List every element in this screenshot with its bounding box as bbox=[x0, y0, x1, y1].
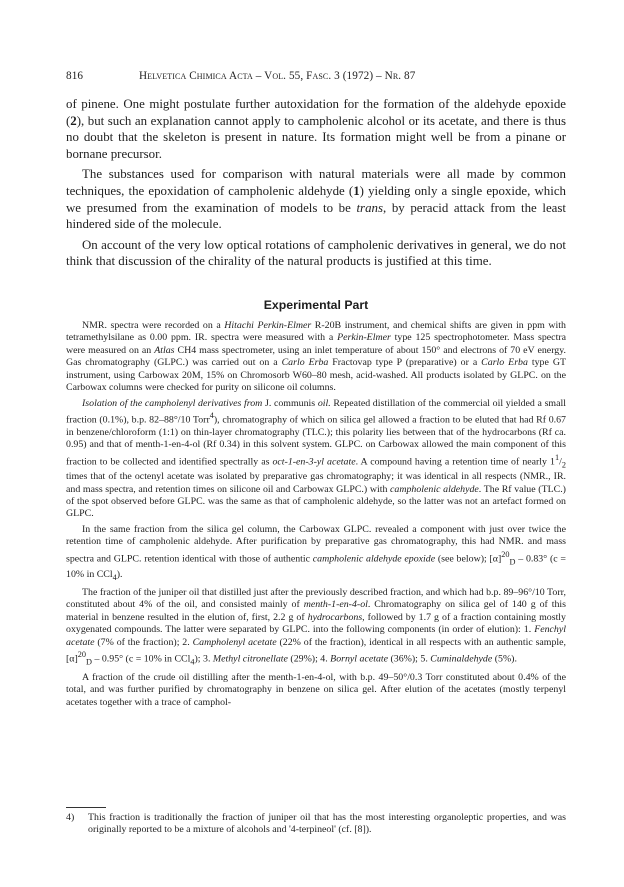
paragraph: A fraction of the crude oil distilling after the menth-1-en-4-ol, with b.p. 49–50°/0.3 Torr constituted about 0.4% of the total, and was further purified by chromatography in benzene on silica gel. After elution of the acetates (mostly terpenyl acetates together with a trace of camphol- bbox=[66, 671, 566, 708]
paragraph: Isolation of the campholenyl derivatives from J. communis oil. Repeated distillation of the commercial oil yielded a small fraction (0.1%), b.p. 82–88°/10 Torr$^4$), chromatography of which on silica gel allowed a fraction to be eluted that had Rf 0.67 in benzene/chloroform (1:1) on thin-layer chromatography (TLC.); this polarity lies between that of the hydrocarbons (Rf ca. 0.95) and that of menth-1-en-4-ol (Rf 0.34) in this solvent system. GLPC. on Carbowax allowed the main component of this fraction to be collected and identified spectrally as oct-1-en-3-yl acetate. A compound having a retention time of nearly $1^1/_2$ times that of the octenyl acetate was isolated by preparative gas chromatography; it was identical in all respects (NMR., IR. and mass spectra, and retention times on silicone oil and Carbowax GLPC.) with campholenic aldehyde. The Rf value (TLC.) of the spot observed before GLPC. was the same as that of campholenic aldehyde, so the latter was not an artefact formed on GLPC. bbox=[66, 397, 566, 520]
experimental-text bbox=[66, 320, 566, 712]
footnote-text: This fraction is traditionally the fraction of juniper oil that has the most interesting organoleptic properties, and was originally reported to be a mixture of alcohols and '4-terpineol' (cf. [8]). bbox=[88, 812, 566, 836]
footnote-divider bbox=[66, 807, 106, 808]
journal-title: Helvetica Chimica Acta – Vol. 55, Fasc. 3 (1972) – Nr. 87 bbox=[139, 70, 416, 82]
paragraph: of pinene. One might postulate further autoxidation for the formation of the aldehyde epoxide (2), but such an explanation cannot apply to campholenic alcohol or its acetate, and there is thus no doubt that the skeleton is present in nature. Its formation might well be from a pinane or bornane precursor. bbox=[66, 97, 566, 161]
footnote-mark: 4) bbox=[66, 812, 75, 823]
footnote bbox=[66, 812, 566, 837]
paragraph: NMR. spectra were recorded on a Hitachi Perkin-Elmer R-20B instrument, and chemical shifts are given in ppm with tetramethylsilane as 0.00 ppm. IR. spectra were measured with a Perkin-Elmer type 125 spectrophotometer. Mass spectra were measured on an Atlas CH4 mass spectrometer, using an inlet temperature of about 150° and electrons of 70 eV energy. Gas chromatography (GLPC.) was carried out on a Carlo Erba Fractovap type P (preparative) or a Carlo Erba type GT instrument, using Carbowax 20M, 15% on Chromosorb W60–80 mesh, acid-washed. All products isolated by GLPC. on the Carbowax columns were checked for purity on silicone oil columns. bbox=[66, 320, 566, 394]
discussion-text bbox=[66, 96, 566, 270]
paragraph: On account of the very low optical rotations of campholenic derivatives in general, we do not think that discussion of the chirality of the natural products is justified at this time. bbox=[66, 237, 566, 269]
paragraph: In the same fraction from the silica gel column, the Carbowax GLPC. revealed a component with just over twice the retention time of campholenic aldehyde. After purification by preparative gas chromatography, this had NMR. and mass spectra and GLPC. retention identical with those of authentic campholenic aldehyde epoxide (see below); $[\alpha]^{20}_D - 0.83^\circ$ (c = 10% in CCl$_4$). bbox=[66, 524, 566, 582]
page-number: 816 bbox=[66, 70, 84, 82]
section-heading: Experimental Part bbox=[263, 298, 369, 312]
paragraph: The fraction of the juniper oil that distilled just after the previously described fraction, and which had b.p. 89–96°/10 Torr, constituted about 4% of the oil, and consisted mainly of menth-1-en-4-ol. Chromatography on silica gel of 140 g of this material in benzene resulted in the elution of, first, 2.2 g of hydrocarbons, followed by 1.7 g of a fraction containing mostly oxygenated compounds. The latter were separated by GLPC. into the following components (in order of elution): 1. Fenchyl acetate (7% of the fraction); 2. Campholenyl acetate (22% of the fraction), identical in all respects with an authentic sample, $[\alpha]^{20}_D - 0.95^\circ$ (c = 10% in CCl$_4$); 3. Methyl citronellate (29%); 4. Bornyl acetate (36%); 5. Cuminaldehyde (5%). bbox=[66, 587, 567, 667]
paragraph: The substances used for comparison with natural materials were all made by common techniques, the epoxidation of campholenic aldehyde (1) yielding only a single epoxide, which we presumed from the examination of models to be trans, by peracid attack from the least hindered side of the molecule. bbox=[66, 167, 566, 232]
